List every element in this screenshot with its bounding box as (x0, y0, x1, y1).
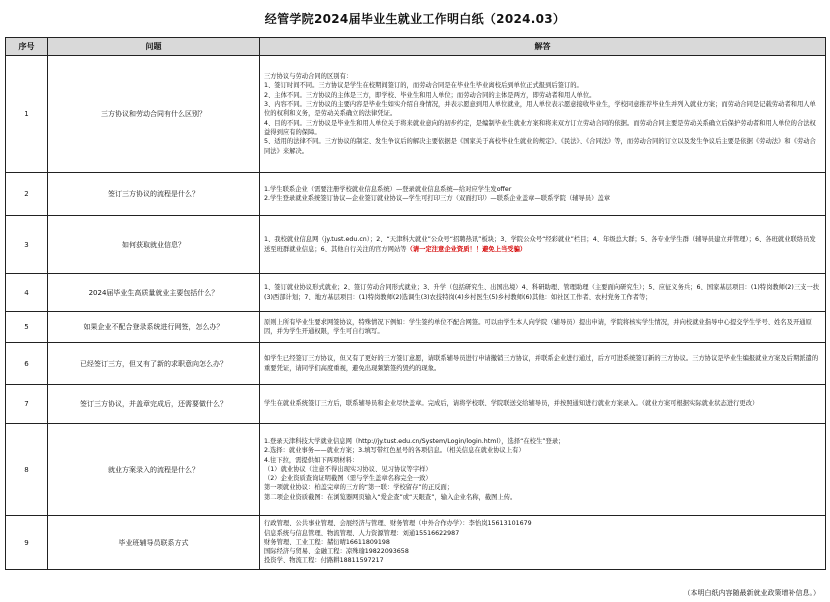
row-number: 6 (6, 343, 48, 385)
answer-line: 2.选择：就业事务——就业方案；3.填写带红色星号的各项信息。（相关信息在就业协议上有） (264, 447, 525, 455)
answer-line: 财务管理、工业工程：赭衍晴16611809198 (264, 538, 390, 546)
table-row (6, 516, 826, 570)
answer-line: 原则上所有毕业生要求网签协议，特殊情况下例如：学生签约单位不配合网签。可以由学生本人向学院（辅导员）提出申请，学院将核实学生情况，并向校就业指导中心提交学生学号、姓名及开通原因，并为学生开通权限，学生可自行填写。 (264, 318, 812, 335)
answer-line: 4.往下拉，需提供如下两项材料： (264, 456, 359, 464)
row-answer (260, 216, 826, 274)
row-question: 毕业班辅导员联系方式 (48, 516, 260, 570)
row-answer (260, 173, 826, 216)
warning-text: （请一定注意企业资质！！避免上当受骗） (406, 245, 527, 253)
answer-line: 信息系统与信息管理、物流管理、人力资源管理：刘通15516622987 (264, 529, 460, 537)
table-row (6, 385, 826, 424)
row-number: 2 (6, 173, 48, 216)
row-question: 已经签订三方，但又有了新的求职意向怎么办？ (48, 343, 260, 385)
row-answer (260, 56, 826, 173)
row-answer (260, 312, 826, 343)
answer-line: 投资学、物流工程：付路耕18811597217 (264, 557, 384, 565)
answer-line: 5、适用的法律不同。三方协议的制定、发生争议后的解决主要依据是《国家关于高校毕业生就业的规定》、《民法》、《合同法》等，而劳动合同的订立以及发生争议后主要是依据《劳动法》和《劳动合同法》来解决。 (264, 138, 816, 155)
answer-line: 1、签订就业协议形式就业；2、签订劳动合同形式就业；3、升学（包括研究生、出国出境）4、科研助理、管理助理（主要面向研究生）；5、应征义务兵；6、国家基层项目：(1)特岗教师(2)三支一扶(3)西部计划；7、地方基层项目：(1)特岗教师(2)选调生(3)农技特岗(4)乡村医生(5)乡村教师(6)其他：如社区工作者、农村党务工作者等； (264, 284, 820, 301)
table-row (6, 312, 826, 343)
document-title: 经管学院2024届毕业生就业工作明白纸（2024.03） (264, 12, 566, 26)
row-question: 就业方案录入的流程是什么？ (48, 424, 260, 516)
row-question: 2024届毕业生高质量就业主要包括什么？ (48, 274, 260, 312)
answer-line: 行政管理、公共事业管理、会展经济与管理、财务管理（中外合作办学）：李怡岚15613101679 (264, 520, 532, 528)
table-row (6, 173, 826, 216)
footnote: （本明白纸内容随最新就业政策增补信息。） (683, 589, 820, 597)
row-answer (260, 424, 826, 516)
row-number: 7 (6, 385, 48, 424)
row-number: 5 (6, 312, 48, 343)
row-answer (260, 516, 826, 570)
header-num: 序号 (6, 38, 48, 56)
row-question: 如果企业不配合登录系统进行网签，怎么办？ (48, 312, 260, 343)
row-answer (260, 385, 826, 424)
answer-line: 1.登录天津科技大学就业信息网（http://jy.tust.edu.cn/System/Login/login.html），选择“在校生”登录； (264, 437, 565, 445)
faq-table (5, 37, 826, 570)
row-number: 1 (6, 56, 48, 173)
row-question: 签订三方协议，并盖章完成后，还需要做什么？ (48, 385, 260, 424)
row-answer (260, 343, 826, 385)
row-number: 8 (6, 424, 48, 516)
answer-line: 如学生已经签订三方协议，但又有了更好的三方签订意愿，请联系辅导员进行申请撤销三方协议，并联系企业进行通过，后方可进系统签订新的三方协议。三方协议是毕业生编报就业方案及后期派遣的重要凭证，请同学们高度重视，避免出现频繁签约毁约的现象。 (264, 355, 819, 372)
table-row (6, 424, 826, 516)
answer-line: 第二项企业资质截图：在浏览器网页输入“爱企查”或“天眼查”，输入企业名称，截图上传。 (264, 493, 517, 501)
answer-line: 三方协议与劳动合同的区别有： (264, 73, 353, 81)
answer-line: 2、主体不同。三方协议的主体是三方，即学校、毕业生和用人单位；而劳动合同的主体是两方，即劳动者和用人单位。 (264, 91, 596, 99)
row-number: 3 (6, 216, 48, 274)
answer-text: 1、我校就业信息网（jy.tust.edu.cn）；2、“天津科大就业”公众号“招聘热讯”板块；3、学院公众号“经彩就业”栏目；4、年级总大群；5、各专业学生群（辅导员建立并管理）；6、各班就业联络员发送至班群就业信息；6、其他自行关注的官方网站等 (264, 236, 816, 253)
answer-line: 学生在就业系统签订三方后，联系辅导员和企业尽快盖章。完成后，请将学校联、学院联送交给辅导员，并按照通知进行就业方案录入。（就业方案可根据实际就业状态进行更改） (264, 400, 759, 408)
answer-line: 1、签订时间不同。三方协议是学生在校期间签订的，而劳动合同是在毕业生毕业离校后到单位正式报到后签订的。 (264, 82, 583, 90)
answer-line: 2.学生登录就业系统签订协议—企业签订就业协议—学生可打印三方（双面打印）—联系企业盖章—联系学院（辅导员）盖章 (264, 195, 611, 202)
row-question: 签订三方协议的流程是什么？ (48, 173, 260, 216)
row-number: 4 (6, 274, 48, 312)
table-row (6, 216, 826, 274)
row-question: 如何获取就业信息？ (48, 216, 260, 274)
answer-line: （2）企业资质查询证明截图（需与学生盖章名称完全一致） (264, 475, 432, 483)
answer-line: 第一项就业协议：柏盖完章的三方的“第一联：学校留存”的正反面； (264, 484, 454, 492)
answer-line: 国际经济与贸易、金融工程：凉殊瑜19822093658 (264, 548, 409, 556)
answer-line: （1）就业协议（注意不得出现实习协议、见习协议等字样） (264, 465, 432, 473)
header-answer: 解答 (260, 38, 826, 56)
table-row (6, 56, 826, 173)
answer-line: 1.学生联系企业（需要注册学校就业信息系统）—登录就业信息系统—给对应学生发offer (264, 185, 512, 193)
header-row (6, 38, 826, 56)
row-question: 三方协议和劳动合同有什么区别？ (48, 56, 260, 173)
table-row (6, 274, 826, 312)
answer-line: 4、目的不同。三方协议是毕业生和用人单位关于将来就业意向的初步约定，是编制毕业生就业方案和将来双方订立劳动合同的依据。而劳动合同主要是劳动关系确立后保护劳动者和用人单位的合法权益得到应有的保障。 (264, 119, 816, 136)
answer-line: 3、内容不同。三方协议的主要内容是毕业生如实介绍自身情况，并表示愿意到用人单位就业，用人单位表示愿意接收毕业生，学校同意推荐毕业生并列入就业方案；而劳动合同是记载劳动者和用人单位的权利和义务，是劳动关系确立的法律凭证。 (264, 101, 816, 118)
row-answer (260, 274, 826, 312)
table-row (6, 343, 826, 385)
header-question: 问题 (48, 38, 260, 56)
row-number: 9 (6, 516, 48, 570)
